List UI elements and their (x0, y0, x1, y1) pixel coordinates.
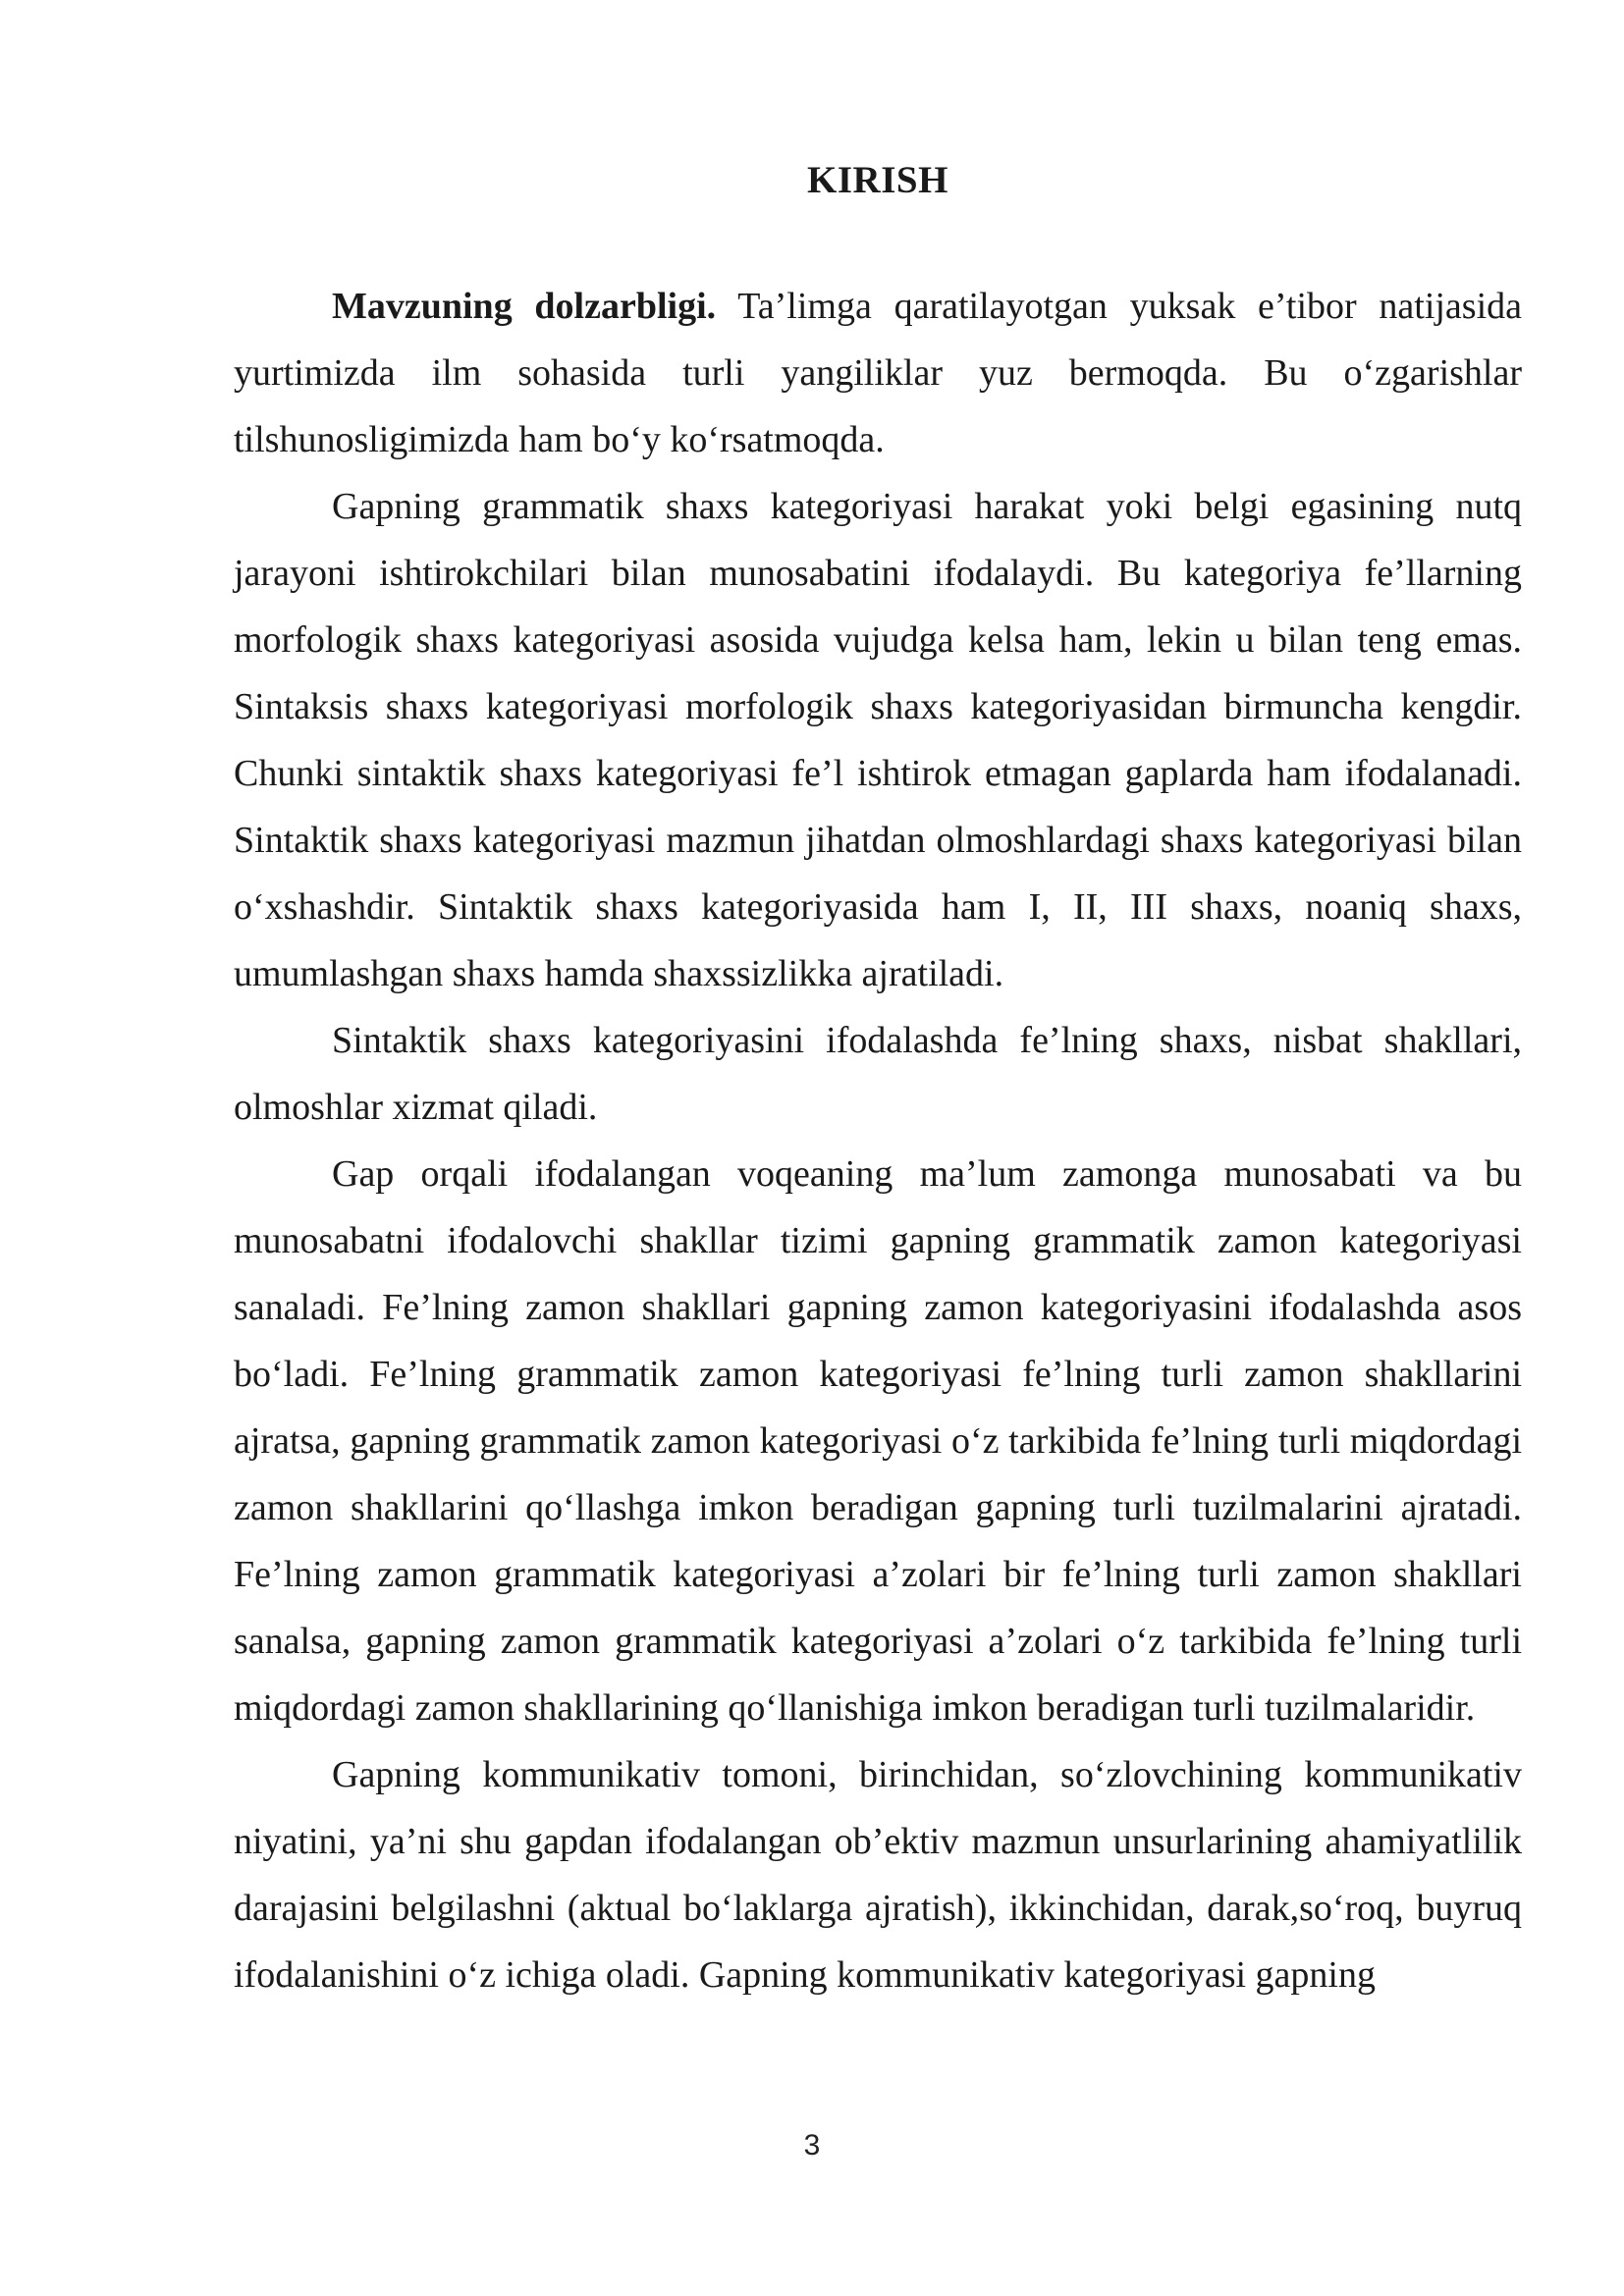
paragraph-person-category: Gapning grammatik shaxs kategoriyasi harakat yoki belgi egasining nutq jarayoni ishtirokchilari bilan munosabatini ifodalaydi. Bu kategoriya fe’llarning morfologik shaxs kategoriyasi asosida vujudga kelsa ham, lekin u bilan teng emas. Sintaksis shaxs kategoriyasi morfologik shaxs kategoriyasidan birmuncha kengdir. Chunki sintaktik shaxs kategoriyasi fe’l ishtirok etmagan gaplarda ham ifodalanadi. Sintaktik shaxs kategoriyasi mazmun jihatdan olmoshlardagi shaxs kategoriyasi bilan o‘xshashdir. Sintaktik shaxs kategoriyasida ham I, II, III shaxs, noaniq shaxs, umumlashgan shaxs hamda shaxssizlikka ajratiladi. (234, 486, 1522, 994)
paragraph-tense-category: Gap orqali ifodalangan voqeaning ma’lum zamonga munosabati va bu munosabatni ifodalovchi shakllar tizimi gapning grammatik zamon kategoriyasi sanaladi. Fe’lning zamon shakllari gapning zamon kategoriyasini ifodalashda asos bo‘ladi. Fe’lning grammatik zamon kategoriyasi fe’lning turli zamon shakllarini ajratsa, gapning grammatik zamon kategoriyasi o‘z tarkibida fe’lning turli miqdordagi zamon shakllarini qo‘llashga imkon beradigan gapning turli tuzilmalarini ajratadi. Fe’lning zamon grammatik kategoriyasi a’zolari bir fe’lning turli zamon shakllari sanalsa, gapning zamon grammatik kategoriyasi a’zolari o‘z tarkibida fe’lning turli miqdordagi zamon shakllarining qo‘llanishiga imkon beradigan turli tuzilmalaridir. (234, 1153, 1522, 1729)
document-title: KIRISH (807, 159, 948, 201)
document-page (234, 147, 1522, 2008)
paragraph-person-forms: Sintaktik shaxs kategoriyasini ifodalashda fe’lning shaxs, nisbat shakllari, olmoshlar xizmat qiladi. (234, 1020, 1522, 1128)
paragraph-communicative: Gapning kommunikativ tomoni, birinchidan, so‘zlovchining kommunikativ niyatini, ya’ni shu gapdan ifodalangan ob’ektiv mazmun unsurlarining ahamiyatlilik darajasini belgilashni (aktual bo‘laklarga ajratish), ikkinchidan, darak,so‘roq, buyruq ifodalanishini o‘z ichiga oladi. Gapning kommunikativ kategoriyasi gapning (234, 1754, 1522, 1996)
paragraph-text: Ta’limga qaratilayotgan yuksak e’tibor natijasida yurtimizda ilm sohasida turli yangiliklar yuz bermoqda. Bu o‘zgarishlar tilshunosligimizda ham bo‘y ko‘rsatmoqda. (234, 286, 1523, 460)
paragraph-relevance (234, 273, 1522, 473)
relevance-heading: Mavzuning dolzarbligi. (332, 286, 717, 327)
page-number: 3 (803, 2129, 821, 2162)
